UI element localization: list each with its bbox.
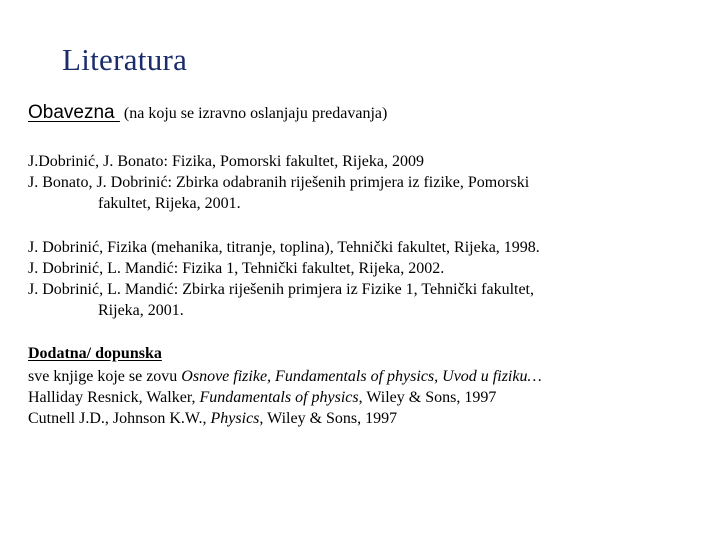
italic-title: Physics, <box>210 410 264 427</box>
list-item: J. Dobrinić, L. Mandić: Fizika 1, Tehnički fakultet, Rijeka, 2002. <box>28 260 445 277</box>
supplementary-list <box>28 366 708 429</box>
list-item-continuation: fakultet, Rijeka, 2001. <box>98 195 241 212</box>
list-item: J. Dobrinić, L. Mandić: Zbirka riješenih primjera iz Fizike 1, Tehnički fakultet, <box>28 281 534 298</box>
mandatory-list-group-2 <box>28 237 708 321</box>
page-title: Literatura <box>62 42 188 77</box>
mandatory-heading-label: Obavezna <box>28 102 120 123</box>
text-segment: Wiley & Sons, 1997 <box>263 410 398 427</box>
list-item: J. Bonato, J. Dobrinić: Zbirka odabranih riješenih primjera iz fizike, Pomorski <box>28 174 530 191</box>
supplementary-heading <box>28 344 162 364</box>
italic-title: Fundamentals of physics <box>199 389 359 406</box>
list-item-continuation: Rijeka, 2001. <box>98 302 184 319</box>
mandatory-heading <box>28 103 387 124</box>
text-segment: Cutnell J.D., Johnson K.W., <box>28 410 211 427</box>
text-segment: sve knjige koje se zovu <box>28 368 182 385</box>
list-item: J.Dobrinić, J. Bonato: Fizika, Pomorski fakultet, Rijeka, 2009 <box>28 153 424 170</box>
mandatory-heading-note: (na koju se izravno oslanjaju predavanja) <box>123 105 388 122</box>
italic-titles: Osnove fizike, Fundamentals of physics, Uvod u fiziku… <box>181 368 542 385</box>
text-segment: Halliday Resnick, Walker, <box>28 389 200 406</box>
text-segment: , Wiley & Sons, 1997 <box>358 389 497 406</box>
list-item <box>28 387 708 408</box>
list-item <box>28 366 708 387</box>
list-item: J. Dobrinić, Fizika (mehanika, titranje, toplina), Tehnički fakultet, Rijeka, 1998. <box>28 239 540 256</box>
list-item <box>28 408 708 429</box>
mandatory-list-group-1 <box>28 151 708 214</box>
supplementary-heading-label: Dodatna/ dopunska <box>28 345 162 362</box>
